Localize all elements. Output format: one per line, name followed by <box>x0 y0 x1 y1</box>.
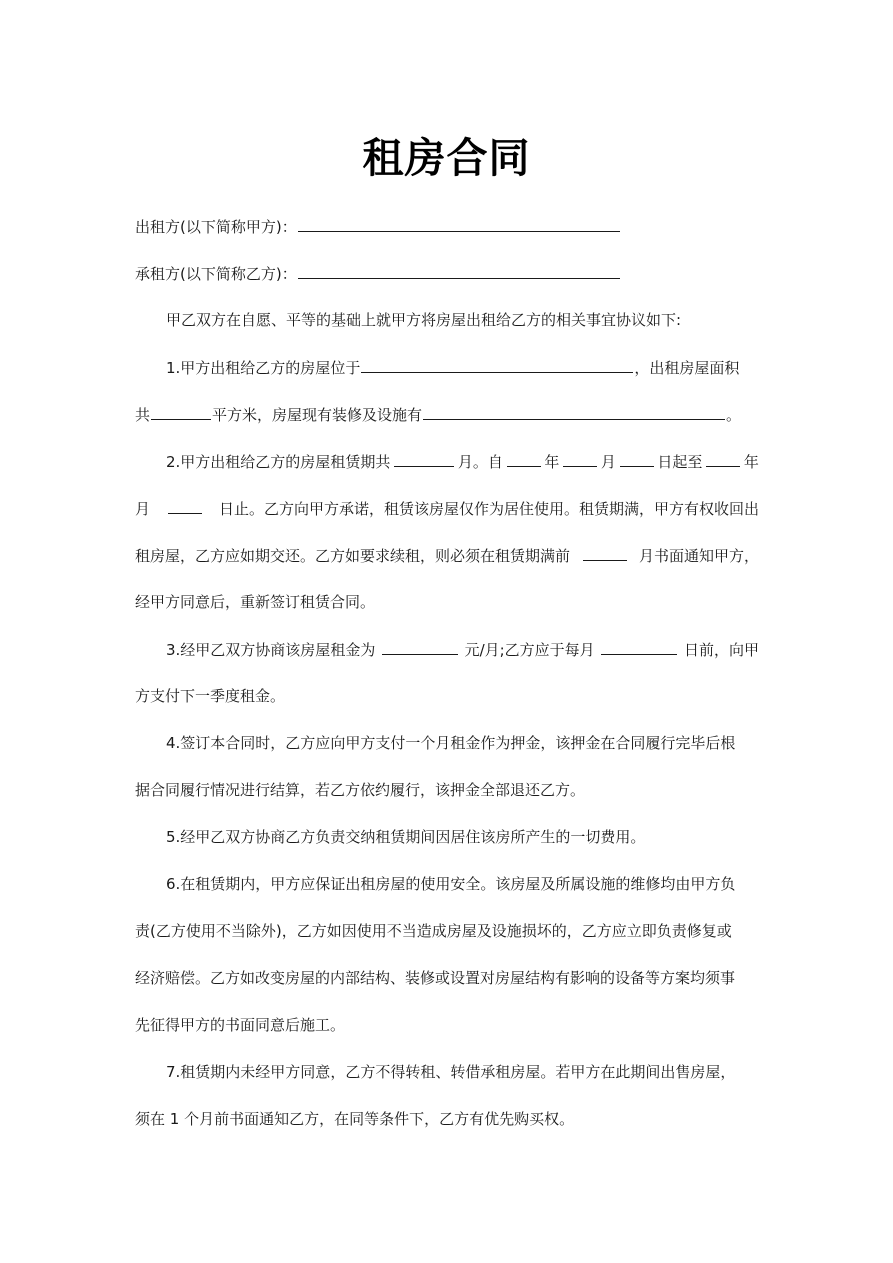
lease-months-blank <box>394 450 454 467</box>
clause4-line1: 4.签订本合同时，乙方应向甲方支付一个月租金作为押金，该押金在合同履行完毕后根 <box>166 734 736 752</box>
facilities-blank <box>423 403 725 420</box>
clause2-line1 <box>166 450 759 473</box>
clause1-line2 <box>135 403 741 426</box>
clause2-text: 月 <box>600 453 616 471</box>
end-year-blank <box>706 450 740 467</box>
clause7-line2: 须在 1 个月前书面通知乙方，在同等条件下，乙方有优先购买权。 <box>135 1110 575 1128</box>
clause4-line2: 据合同履行情况进行结算，若乙方依约履行，该押金全部退还乙方。 <box>135 781 586 799</box>
clause3-text: 3.经甲乙双方协商该房屋租金为 <box>166 641 376 659</box>
notice-months-blank <box>583 544 627 561</box>
clause6-line2: 责(乙方使用不当除外)，乙方如因使用不当造成房屋及设施损坏的，乙方应立即负责修复或 <box>135 922 732 940</box>
rent-blank <box>382 638 458 655</box>
party-a-row <box>135 215 621 238</box>
clause1-text: 共 <box>135 406 151 424</box>
clause7-line1: 7.租赁期内未经甲方同意，乙方不得转租、转借承租房屋。若甲方在此期间出售房屋， <box>166 1063 736 1081</box>
party-b-blank <box>298 262 620 279</box>
party-a-label: 出租方(以下简称甲方)： <box>135 218 297 236</box>
clause1-line1 <box>166 356 739 379</box>
clause1-text: ，出租房屋面积 <box>634 359 740 377</box>
clause6-line1: 6.在租赁期内，甲方应保证出租房屋的使用安全。该房屋及所属设施的维修均由甲方负 <box>166 875 736 893</box>
clause5-line1: 5.经甲乙双方协商乙方负责交纳租赁期间因居住该房所产生的一切费用。 <box>166 828 646 846</box>
clause1-text: 平方米，房屋现有装修及设施有 <box>212 406 423 424</box>
party-b-label: 承租方(以下简称乙方)： <box>135 265 297 283</box>
clause2-text: 租房屋，乙方应如期交还。乙方如要求续租，则必须在租赁期满前 <box>135 547 571 565</box>
clause3-text: 元/月;乙方应于每月 <box>464 641 595 659</box>
clause6-line3: 经济赔偿。乙方如改变房屋的内部结构、装修或设置对房屋结构有影响的设备等方案均须事 <box>135 969 736 987</box>
page-title: 租房合同 <box>362 134 531 182</box>
clause2-text: 月。自 <box>457 453 503 471</box>
clause2-text: 日止。乙方向甲方承诺，租赁该房屋仅作为居住使用。租赁期满，甲方有权收回出 <box>218 500 759 518</box>
clause2-text: 日起至 <box>657 453 703 471</box>
clause2-line3 <box>135 544 759 567</box>
clause1-text: 1.甲方出租给乙方的房屋位于 <box>166 359 361 377</box>
start-year-blank <box>507 450 541 467</box>
clause2-text: 年 <box>544 453 560 471</box>
clause6-line4: 先征得甲方的书面同意后施工。 <box>135 1016 346 1034</box>
start-month-blank <box>563 450 597 467</box>
party-b-row <box>135 262 621 285</box>
clause2-text: 年 <box>743 453 759 471</box>
address-blank <box>361 356 633 373</box>
clause2-line2 <box>135 497 759 520</box>
clause2-text: 月 <box>135 500 151 518</box>
clause3-line2: 方支付下一季度租金。 <box>135 687 286 705</box>
area-blank <box>151 403 211 420</box>
clause2-line4: 经甲方同意后，重新签订租赁合同。 <box>135 593 376 611</box>
clause3-line1 <box>166 638 759 661</box>
party-a-blank <box>298 215 620 232</box>
clause2-text: 2.甲方出租给乙方的房屋租赁期共 <box>166 453 391 471</box>
start-day-blank <box>620 450 654 467</box>
pay-day-blank <box>601 638 677 655</box>
clause3-text: 日前，向甲 <box>683 641 759 659</box>
end-day-blank <box>168 497 202 514</box>
clause2-text: 月书面通知甲方， <box>638 547 759 565</box>
intro-text: 甲乙双方在自愿、平等的基础上就甲方将房屋出租给乙方的相关事宜协议如下: <box>166 311 682 329</box>
clause1-text: 。 <box>726 406 742 424</box>
